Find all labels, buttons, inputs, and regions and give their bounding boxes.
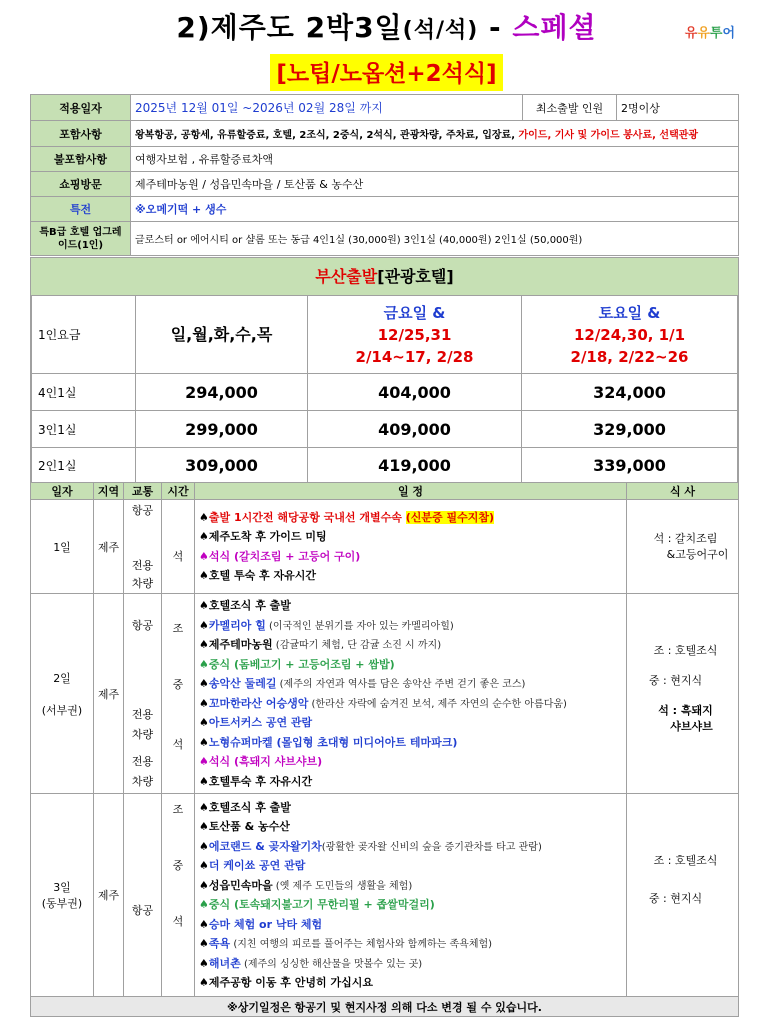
schedule-note: ※상기일정은 항공기 및 현지사정 의해 다소 변경 될 수 있습니다.	[31, 997, 739, 1017]
itinerary-item	[199, 798, 622, 818]
itinerary-text: 승마 체험 or 낙타 체험	[208, 917, 323, 931]
itinerary-text: 더 케이쑈 공연 관람	[208, 859, 306, 872]
subtitle-highlight: [노팁/노옵션+2석식]	[270, 54, 502, 91]
itinerary-item	[199, 733, 622, 753]
schedule-day-1	[31, 500, 739, 594]
itinerary-text: 아트서커스 공연 관람	[208, 716, 313, 729]
price-header-row	[32, 296, 738, 374]
itinerary-item	[199, 752, 622, 772]
itinerary-text: (지친 여행의 피로를 풀어주는 체험사와 함께하는 족욕체험)	[230, 939, 493, 950]
itinerary-text: ♠	[199, 696, 209, 710]
region: 제주	[94, 794, 124, 997]
itinerary-item	[199, 837, 622, 857]
itinerary-item	[199, 772, 622, 792]
itinerary-item	[199, 915, 622, 935]
itinerary-item	[199, 508, 622, 528]
price-section	[30, 257, 739, 485]
itinerary-text: ♠중식 (토속돼지불고기 무한리필 + 좁쌀막걸리)	[199, 898, 435, 911]
price-row-4: 4인1실 294,000 404,000 324,000	[32, 374, 738, 411]
itinerary-text: ♠호텔조식 후 출발	[199, 800, 291, 814]
page-subtitle	[0, 54, 773, 91]
itinerary-text: ♠석식 (흑돼지 샤브샤브)	[199, 755, 323, 768]
itinerary-item	[199, 817, 622, 837]
price-col-friday: 금요일 & 12/25,31 2/14~17, 2/28	[308, 296, 522, 374]
itinerary-item	[199, 934, 622, 954]
itinerary-text: ♠	[199, 716, 209, 729]
schedule-footer-row	[31, 997, 739, 1017]
info-label: 포함사항	[31, 121, 131, 147]
itinerary-text: (제주의 자연과 역사를 담은 송악산 주변 걷기 좋은 코스)	[276, 679, 526, 690]
schedule-day-3	[31, 794, 739, 997]
day-label: 1일	[31, 500, 94, 594]
itinerary-text: ♠석식 (갈치조림 + 고등어 구이)	[199, 549, 361, 563]
info-value-period: 2025년 12월 01일 ~2026년 02월 28일 까지	[131, 95, 523, 121]
itinerary-text: 에코랜드 & 곶자왈기차	[208, 839, 322, 853]
brand-logo: 유유투어	[684, 26, 735, 41]
itinerary-text: ♠	[199, 839, 209, 853]
itinerary-item	[199, 694, 622, 714]
info-label: 특B급 호텔 업그레이드(1인)	[31, 222, 131, 256]
schedule-table	[30, 482, 739, 1017]
itinerary-item	[199, 674, 622, 694]
transport: 항공 전용 차량	[124, 500, 162, 594]
info-label: 적용일자	[31, 95, 131, 121]
info-value-excluded: 여행자보험 , 유류할증료차액	[131, 147, 739, 172]
meals: 조 : 호텔조식 중 : 현지식	[627, 794, 739, 997]
itinerary-text: (광활한 곶자왈 신비의 숲을 증기관차를 타고 관람)	[321, 841, 542, 853]
meals: 조 : 호텔조식 중 : 현지식 석 : 흑돼지 샤브샤브	[627, 594, 739, 794]
info-row-benefit	[31, 197, 739, 222]
info-label-min: 최소출발 인원	[523, 95, 617, 121]
itinerary-item	[199, 527, 622, 547]
itinerary-text: ♠토산품 & 농수산	[199, 820, 290, 833]
itinerary-text: 출발 1시간전 해당공항 국내선 개별수속	[208, 510, 406, 524]
itinerary-text: ♠호텔투숙 후 자유시간	[199, 774, 313, 788]
title-special: 스페셜	[512, 11, 597, 44]
itinerary-text: 해녀촌	[208, 956, 241, 970]
itinerary-text: ♠	[199, 937, 209, 950]
itinerary-item	[199, 655, 622, 675]
price-col-saturday: 토요일 & 12/24,30, 1/1 2/18, 2/22~26	[522, 296, 738, 374]
itinerary-item	[199, 635, 622, 655]
itinerary-text: ♠	[199, 510, 209, 524]
info-label: 쇼핑방문	[31, 172, 131, 197]
itinerary-text: 송악산 둘레길	[208, 677, 277, 690]
itinerary-text: (제주의 싱싱한 해산물을 맛볼수 있는 곳)	[240, 958, 423, 970]
title-dash: -	[489, 11, 502, 44]
schedule-header-row: 일자 지역 교통 시간 일 정 식 사	[31, 483, 739, 500]
itinerary-text: ♠	[199, 956, 209, 970]
itinerary-text: ♠	[199, 677, 209, 690]
transport: 항공 전용 차량	[124, 594, 162, 794]
itinerary-item	[199, 547, 622, 567]
itinerary-item	[199, 954, 622, 974]
itinerary-text: ♠제주공항 이동 후 안녕히 가십시요	[199, 976, 373, 989]
itinerary-text: (한라산 자락에 숨겨진 보석, 제주 자연의 순수한 아름다움)	[308, 698, 567, 710]
itinerary-text: ♠	[199, 859, 209, 872]
itinerary-text: ♠	[199, 917, 209, 931]
info-row-upgrade	[31, 222, 739, 256]
info-row-included	[31, 121, 739, 147]
price-row-3: 3인1실 299,000 409,000 329,000	[32, 411, 738, 448]
itinerary-text: ♠중식 (돔베고기 + 고등어조림 + 쌈밥)	[199, 657, 395, 671]
day-label: 2일 (서부권)	[31, 594, 94, 794]
info-value-upgrade: 글로스터 or 에어시티 or 샬롬 또는 동급 4인1실 (30,000원) 3인1실 (40,000원) 2인1실 (50,000원)	[131, 222, 739, 256]
info-table	[30, 94, 739, 256]
info-row-shopping	[31, 172, 739, 197]
itinerary-text: ♠	[199, 618, 209, 632]
info-value-benefit: ※오메기떡 + 생수	[131, 197, 739, 222]
itinerary-text: ♠제주테마농원	[199, 638, 273, 651]
day-label: 3일 (동부권)	[31, 794, 94, 997]
meals: 석 : 갈치조림 &고등어구이	[627, 500, 739, 594]
info-value-shopping: 제주테마농원 / 성읍민속마을 / 토산품 & 농수산	[131, 172, 739, 197]
price-row-2: 2인1실 309,000 419,000 339,000	[32, 448, 738, 484]
itinerary-item	[199, 713, 622, 733]
itinerary-item	[199, 856, 622, 876]
info-value-included: 왕복항공, 공항세, 유류할증료, 호텔, 2조식, 2중식, 2석식, 관광차량, 주차료, 입장료, 가이드, 기사 및 가이드 봉사료, 선택관광	[131, 121, 739, 147]
title-main: 2)제주도 2박3일	[176, 11, 403, 44]
transport: 전용 차량 항공	[124, 794, 162, 997]
price-col-weekday: 일,월,화,수,목	[136, 296, 308, 374]
title-meal-note: (석/석)	[402, 18, 479, 43]
itinerary-text: 꼬마한라산 어승생악	[208, 696, 309, 710]
itinerary-item	[199, 876, 622, 896]
itinerary-text: (옛 제주 도민들의 생활을 체험)	[272, 880, 413, 892]
itinerary	[195, 500, 627, 594]
itinerary-text: ♠호텔조식 후 출발	[199, 599, 291, 612]
itinerary-item	[199, 973, 622, 993]
info-value-min: 2명이상	[617, 95, 739, 121]
itinerary-text: ♠	[199, 735, 209, 749]
itinerary-text: ♠호텔 투숙 후 자유시간	[199, 569, 316, 582]
itinerary-item	[199, 895, 622, 915]
time: 조 중 석	[162, 794, 195, 997]
price-table	[31, 295, 738, 484]
region: 제주	[94, 594, 124, 794]
region: 제주	[94, 500, 124, 594]
itinerary	[195, 594, 627, 794]
itinerary-item	[199, 596, 622, 616]
itinerary-text: 카멜리아 힐	[208, 618, 266, 632]
time: 조 중 석	[162, 594, 195, 794]
itinerary-text: 족욕	[208, 937, 231, 950]
itinerary-text: (감귤따기 체험, 단 감귤 소진 시 까지)	[272, 640, 442, 651]
itinerary-text: (이국적인 분위기를 자아 있는 카멜리아힐)	[265, 620, 454, 632]
itinerary-text: ♠제주도착 후 가이드 미팅	[199, 530, 327, 543]
price-header: 부산출발[관광호텔]	[31, 258, 738, 295]
page-header	[0, 0, 773, 94]
itinerary-text: ♠성읍민속마을	[199, 878, 273, 892]
info-row-period	[31, 95, 739, 121]
page-title	[0, 6, 773, 46]
price-row-label: 1인요금	[32, 296, 136, 374]
itinerary-text: 노형슈퍼마켙 (몰입형 초대형 미디어아트 테마파크)	[208, 735, 458, 749]
info-label: 불포함사항	[31, 147, 131, 172]
info-row-excluded	[31, 147, 739, 172]
itinerary-item	[199, 616, 622, 636]
itinerary-text: (신분증 필수지참)	[405, 510, 494, 524]
itinerary-item	[199, 566, 622, 586]
itinerary	[195, 794, 627, 997]
time: 석	[162, 500, 195, 594]
info-label: 특전	[31, 197, 131, 222]
